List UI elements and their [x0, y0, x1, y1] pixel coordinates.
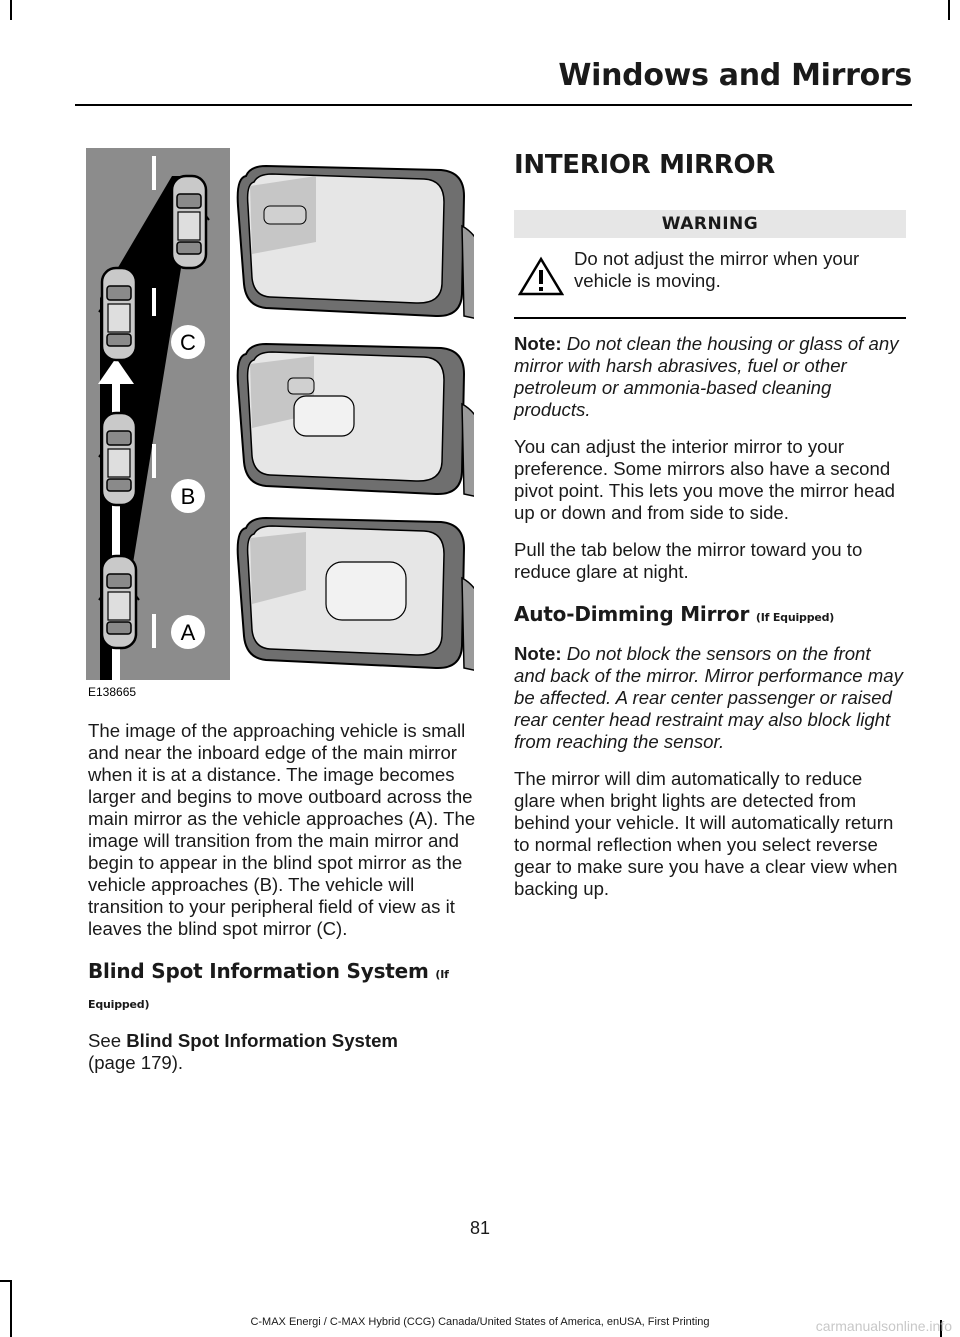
auto-dimming-qualifier: (If Equipped): [755, 611, 835, 624]
warning-box: [514, 248, 906, 319]
bsis-reference: [88, 1030, 476, 1074]
crop-mark-top-right: [948, 0, 950, 20]
header-divider: [75, 104, 912, 106]
warning-text: Do not adjust the mirror when your vehicle is moving.: [574, 248, 860, 291]
warning-label: WARNING: [514, 210, 906, 238]
page-title: Windows and Mirrors: [558, 58, 912, 93]
auto-dimming-heading-text: Auto-Dimming Mirror: [514, 602, 750, 626]
interior-mirror-heading: INTERIOR MIRROR: [514, 150, 776, 180]
mirror-image-paragraph: The image of the approaching vehicle is small and near the inboard edge of the main mirror when it is at a distance. The image becomes larger and begins to move outboard across the main mirror as the vehicle approaches (A). The image will transition from the main mirror and begin to appear in the blind spot mirror as the vehicle approaches (B). The vehicle will transition to your peripheral field of view as it leaves the blind spot mirror (C).: [88, 720, 476, 939]
auto-dimming-heading: [514, 601, 906, 631]
note-text: Do not clean the housing or glass of any mirror with harsh abrasives, fuel or other petroleum or ammonia-based cleaning products.: [514, 333, 899, 420]
glare-paragraph: Pull the tab below the mirror toward you to reduce glare at night.: [514, 539, 863, 582]
crop-mark-bottom-left-h: [0, 1280, 12, 1282]
crop-mark-top-left: [10, 0, 12, 20]
bsis-heading-qualifier: (If Equipped): [88, 968, 449, 1011]
auto-dim-paragraph: The mirror will dim automatically to reduce glare when bright lights are detected from behind your vehicle. It will automatically return to normal reflection when you select reverse gear to make sure you have a clear view when backing up.: [514, 768, 898, 899]
left-column: [88, 720, 476, 1089]
watermark: carmanualsonline.info: [815, 1318, 952, 1334]
footer-text: C-MAX Energi / C-MAX Hybrid (CCG) Canada/United States of America, enUSA, First Printing: [250, 1316, 710, 1328]
right-column: [514, 150, 906, 915]
adjust-paragraph: You can adjust the interior mirror to your preference. Some mirrors also have a second pivot point. This lets you move the mirror head up or down and from side to side.: [514, 436, 896, 523]
note-label: Note:: [514, 333, 562, 354]
bsis-heading: [88, 958, 476, 1018]
warning-triangle-icon: [518, 256, 564, 301]
label-c: C: [180, 330, 196, 355]
label-b: B: [180, 484, 196, 509]
label-a: A: [180, 620, 196, 645]
see-suffix: (page 179).: [88, 1052, 184, 1073]
page-number: 81: [469, 1218, 491, 1238]
crop-mark-bottom-left-v: [10, 1280, 12, 1337]
bsis-heading-text: Blind Spot Information System: [88, 959, 429, 983]
blind-spot-illustration: [86, 148, 474, 686]
note-sensors: [514, 643, 906, 753]
bsis-link[interactable]: Blind Spot Information System: [126, 1030, 398, 1051]
figure-code: E138665: [88, 685, 137, 699]
note-text: Do not block the sensors on the front and back of the mirror. Mirror performance may be affected. A rear center passenger or raised rear center head restraint may also block light from reaching the sensor.: [514, 643, 903, 752]
note-label: Note:: [514, 643, 562, 664]
see-prefix: See: [88, 1030, 127, 1051]
note-cleaning: [514, 333, 906, 421]
